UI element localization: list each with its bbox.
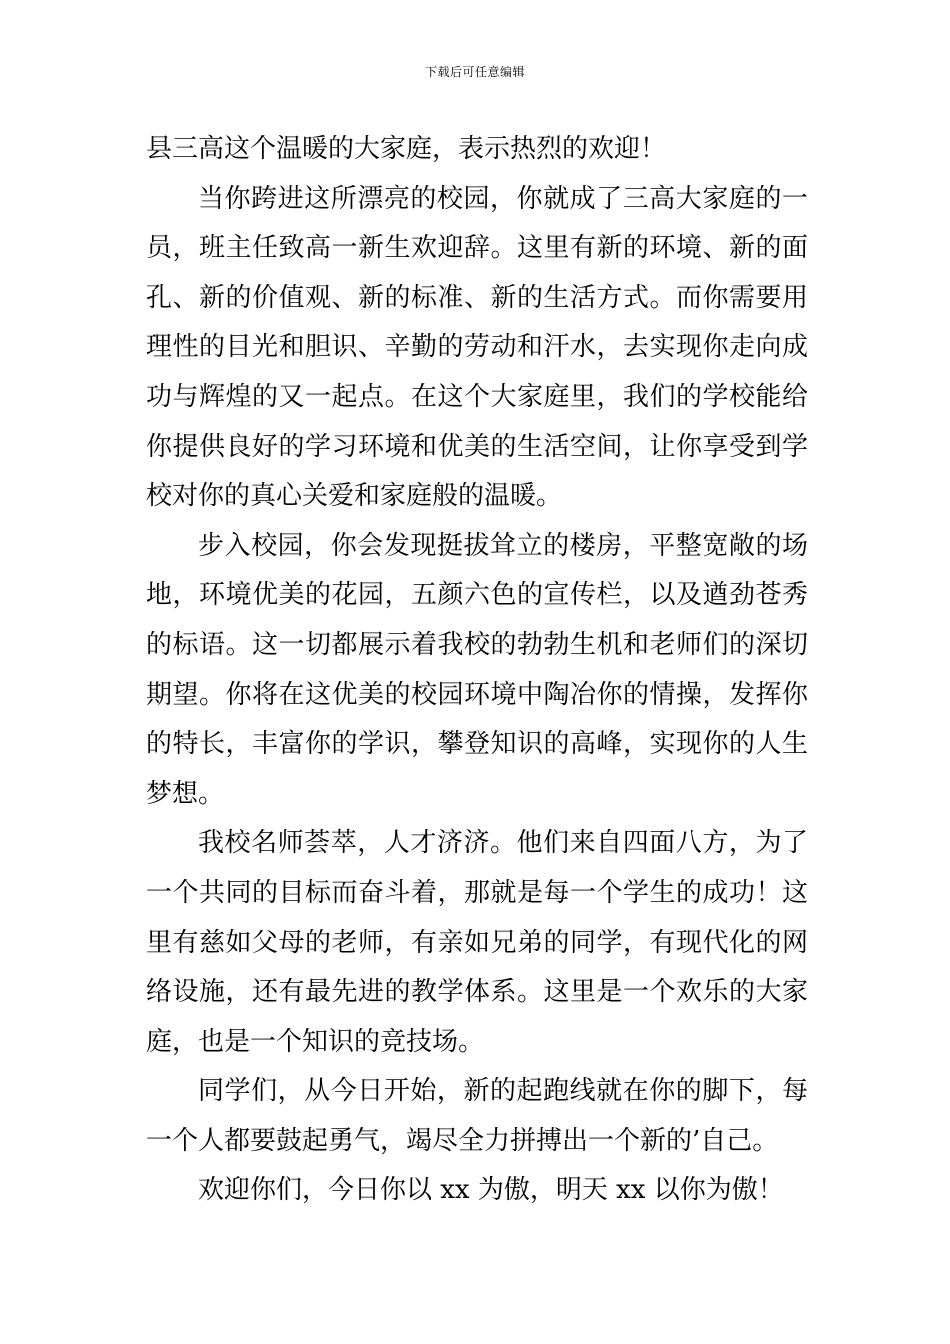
document-body	[146, 125, 808, 1216]
paragraph-2: 当你跨进这所漂亮的校园，你就成了三高大家庭的一员，班主任致高一新生欢迎辞。这里有新的环境、新的面孔、新的价值观、新的标准、新的生活方式。而你需要用理性的目光和胆识、辛勤的劳动和汗水，去实现你走向成功与辉煌的又一起点。在这个大家庭里，我们的学校能给你提供良好的学习环境和优美的生活空间，让你享受到学校对你的真心关爱和家庭般的温暖。	[146, 183, 808, 512]
paragraph-4: 我校名师荟萃，人才济济。他们来自四面八方，为了一个共同的目标而奋斗着，那就是每一个学生的成功！这里有慈如父母的老师，有亲如兄弟的同学，有现代化的网络设施，还有最先进的教学体系。这里是一个欢乐的大家庭，也是一个知识的竞技场。	[146, 828, 808, 1057]
page-header: 下载后可任意编辑	[424, 65, 525, 79]
paragraph-6: 欢迎你们，今日你以 xx 为傲，明天 xx 以你为傲！	[198, 1175, 784, 1206]
paragraph-1: 县三高这个温暖的大家庭，表示热烈的欢迎！	[146, 134, 667, 164]
paragraph-3: 步入校园，你会发现挺拔耸立的楼房，平整宽敞的场地，环境优美的花园，五颜六色的宣传栏，以及遒劲苍秀的标语。这一切都展示着我校的勃勃生机和老师们的深切期望。你将在这优美的校园环境中陶冶你的情操，发挥你的特长，丰富你的学识，攀登知识的高峰，实现你的人生梦想。	[146, 530, 808, 809]
paragraph-5: 同学们，从今日开始，新的起跑线就在你的脚下，每一个人都要鼓起勇气，竭尽全力拼搏出一个新的’自己。	[146, 1076, 808, 1156]
